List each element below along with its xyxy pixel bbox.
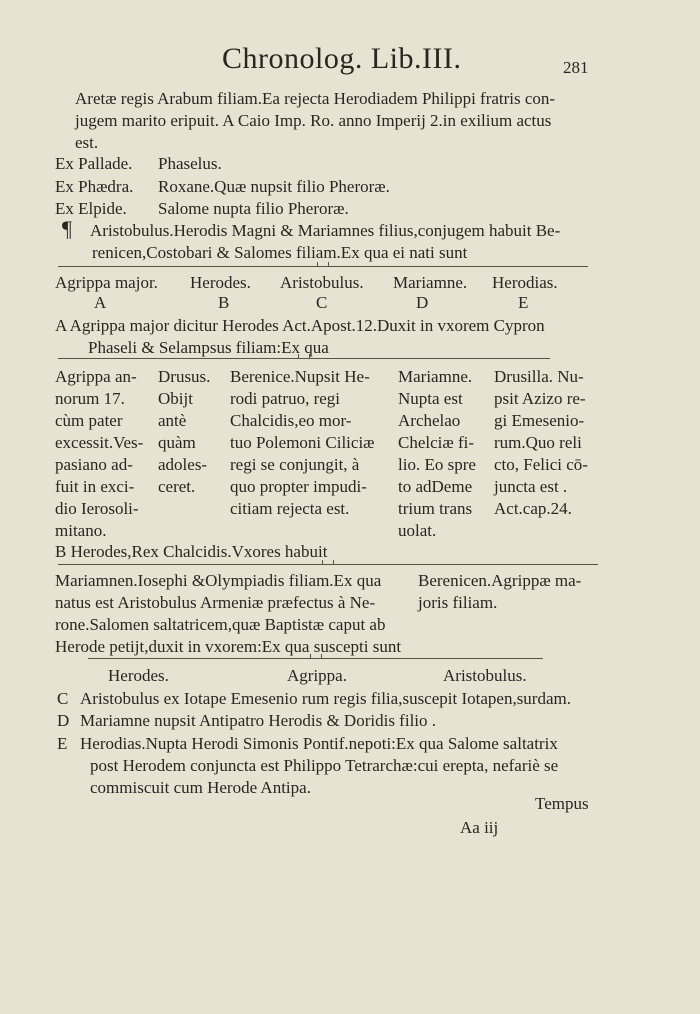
text-line: Herodias.Nupta Herodi Simonis Pontif.nepoti:Ex qua Salome saltatrix — [80, 734, 558, 753]
text-line: gi Emesenio- — [494, 411, 585, 430]
text-line: cto, Felici cō- — [494, 455, 588, 474]
pilcrow-icon: ¶ — [62, 216, 72, 241]
text-line: rum.Quo reli — [494, 433, 582, 452]
text-line: Mariamne. — [398, 367, 473, 386]
text-line: Act.cap.24. — [494, 499, 572, 518]
text-line: commiscuit cum Herode Antipa. — [90, 778, 311, 797]
text-line: Berenice.Nupsit He- — [230, 367, 370, 386]
child-column — [398, 366, 476, 542]
child-column — [55, 366, 143, 542]
text-line: Nupta est — [398, 389, 463, 408]
wife-text: Salome nupta filio Pheroræ. — [158, 199, 349, 218]
text-line: fuit in exci- — [55, 477, 135, 496]
child-column — [230, 366, 375, 520]
child-letter: D — [416, 293, 429, 312]
text-line: Obijt — [158, 389, 193, 408]
child-letter: B — [218, 293, 230, 312]
text-line: Agrippa an- — [55, 367, 137, 386]
text-line: ceret. — [158, 477, 196, 496]
entry-letter: D — [57, 711, 70, 730]
text-line: juncta est . — [494, 477, 568, 496]
wife-label: Ex Pallade. — [55, 154, 133, 173]
text-line: Drusus. — [158, 367, 211, 386]
text-line: norum 17. — [55, 389, 125, 408]
text-line: Phaseli & Selampsus filiam:Ex qua — [88, 338, 329, 357]
child-column — [494, 366, 588, 520]
text-line: adoles- — [158, 455, 208, 474]
text-line: Archelao — [398, 411, 461, 430]
text-line: Mariamne nupsit Antipatro Herodis & Doridis filio . — [80, 711, 437, 730]
text-line: pasiano ad- — [55, 455, 133, 474]
text-line: rodi patruo, regi — [230, 389, 340, 408]
wife-text: Phaselus. — [158, 154, 222, 173]
page-number: 281 — [563, 58, 589, 77]
wife-column — [55, 570, 401, 658]
text-line: Aretæ regis Arabum filiam.Ea rejecta Herodiadem Philippi fratris con- — [75, 89, 556, 108]
wife-text: Roxane.Quæ nupsit filio Pheroræ. — [158, 177, 390, 196]
text-line: mitano. — [55, 521, 107, 540]
text-line: rone.Salomen saltatricem,quæ Baptistæ caput ab — [55, 615, 386, 634]
text-line: regi se conjungit, à — [230, 455, 360, 474]
text-line: to adDeme — [398, 477, 473, 496]
child-column — [158, 366, 210, 498]
child-name: Aristobulus. — [443, 666, 527, 685]
child-letter: C — [316, 293, 328, 312]
text-line: quàm — [158, 433, 196, 452]
text-line: psit Azizo re- — [494, 389, 586, 408]
text-line: Mariamnen.Iosephi &Olympiadis filiam.Ex qua — [55, 571, 382, 590]
child-name: Agrippa major. — [55, 273, 158, 292]
text-line: renicen,Costobari & Salomes filiam.Ex qua ei nati sunt — [92, 243, 468, 262]
catchword: Tempus — [535, 794, 589, 813]
text-line: Drusilla. Nu- — [494, 367, 584, 386]
text-line: quo propter impudi- — [230, 477, 367, 496]
wife-column — [418, 570, 581, 614]
entry-letter: E — [57, 734, 68, 753]
wife-label: Ex Phædra. — [55, 177, 134, 196]
running-head: Chronolog. Lib.III. — [222, 42, 462, 75]
child-name: Herodes. — [190, 273, 251, 292]
text-line: uolat. — [398, 521, 437, 540]
text-line: lio. Eo spre — [398, 455, 476, 474]
child-name: Herodias. — [492, 273, 558, 292]
child-letter: A — [94, 293, 107, 312]
text-line: Herode petijt,duxit in vxorem:Ex qua suscepti sunt — [55, 637, 402, 656]
signature-mark: Aa iij — [460, 818, 499, 837]
text-line: cùm pater — [55, 411, 123, 430]
text-line: A Agrippa major dicitur Herodes Act.Apost.12.Duxit in vxorem Cypron — [55, 316, 545, 335]
child-name: Mariamne. — [393, 273, 468, 292]
text-line: antè — [158, 411, 187, 430]
text-line: Chalcidis,eo mor- — [230, 411, 352, 430]
text-line: Chelciæ fi- — [398, 433, 475, 452]
text-line: jugem marito eripuit. A Caio Imp. Ro. anno Imperij 2.in exilium actus — [75, 111, 552, 130]
text-line: joris filiam. — [418, 593, 498, 612]
text-line: Aristobulus.Herodis Magni & Mariamnes filius,conjugem habuit Be- — [90, 221, 561, 240]
text-line: est. — [75, 133, 99, 152]
text-line: Berenicen.Agrippæ ma- — [418, 571, 582, 590]
entry-letter: C — [57, 689, 69, 708]
text-line: excessit.Ves- — [55, 433, 144, 452]
child-letter: E — [518, 293, 529, 312]
child-name: Agrippa. — [287, 666, 347, 685]
text-line: tuo Polemoni Ciliciæ — [230, 433, 375, 452]
text-line: citiam rejecta est. — [230, 499, 350, 518]
text-line: post Herodem conjuncta est Philippo Tetrarchæ:cui erepta, nefariè se — [90, 756, 559, 775]
text-line: B Herodes,Rex Chalcidis.Vxores habuit — [55, 542, 328, 561]
text-line: trium trans — [398, 499, 473, 518]
child-name: Herodes. — [108, 666, 169, 685]
text-line: natus est Aristobulus Armeniæ præfectus à Ne- — [55, 593, 376, 612]
text-line: Aristobulus ex Iotape Emesenio rum regis filia,suscepit Iotapen,surdam. — [80, 689, 571, 708]
text-line: dio Ierosoli- — [55, 499, 139, 518]
child-name: Aristobulus. — [280, 273, 364, 292]
wife-label: Ex Elpide. — [55, 199, 127, 218]
